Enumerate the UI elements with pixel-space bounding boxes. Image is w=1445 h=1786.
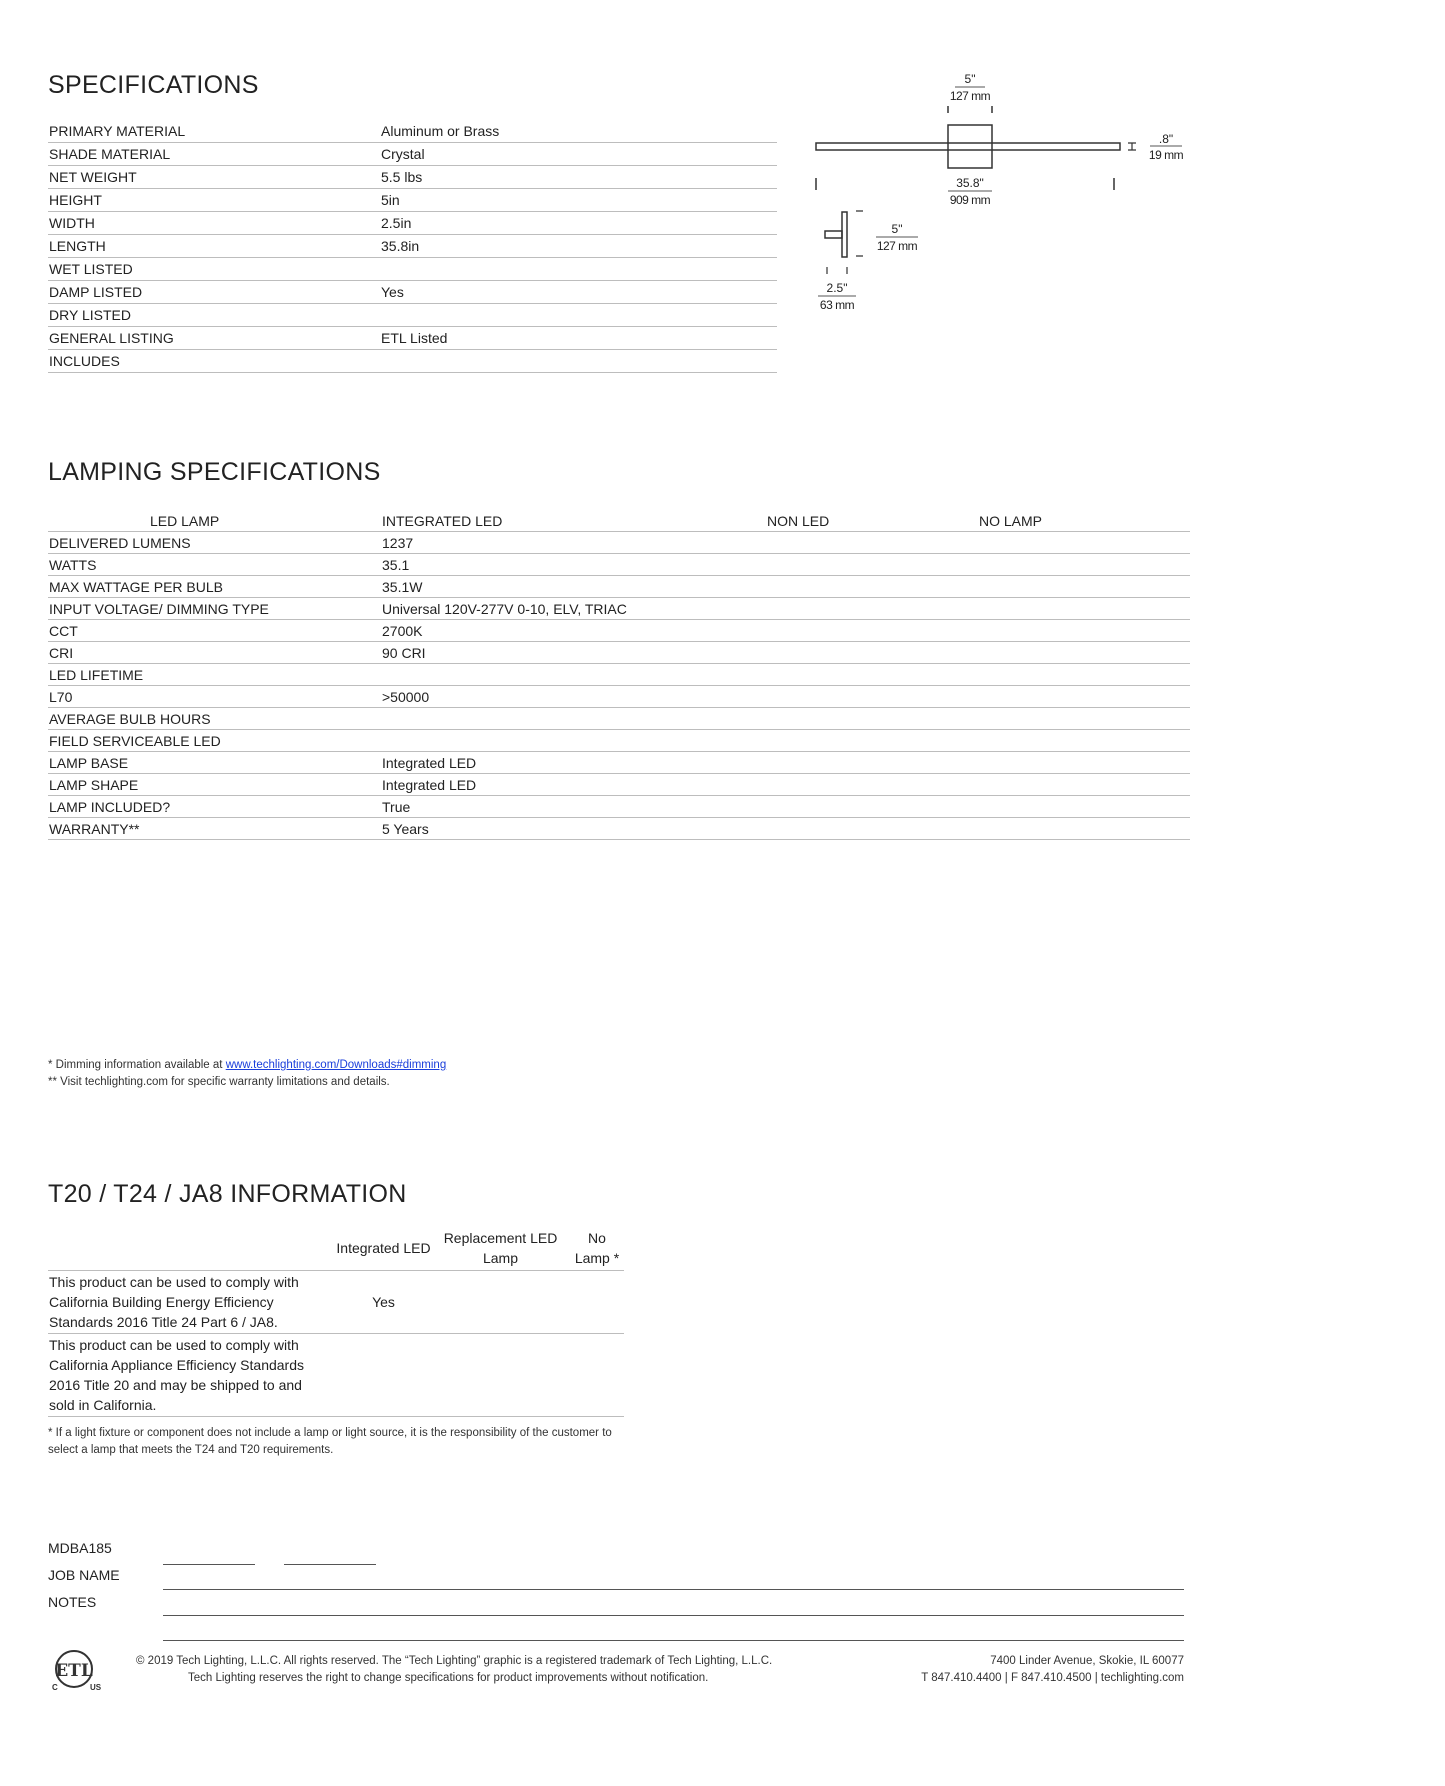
lamp-row xyxy=(48,708,1190,730)
lamp-no-lamp-value xyxy=(978,708,1190,730)
lamp-label: LAMP SHAPE xyxy=(48,774,381,796)
footer-address: 7400 Linder Avenue, Skokie, IL 60077 xyxy=(990,1655,1184,1667)
svg-text:C: C xyxy=(52,1683,58,1692)
length-in-label: 35.8" xyxy=(956,176,984,190)
top-width-in-label: 5" xyxy=(964,72,976,86)
spec-label: LENGTH xyxy=(48,235,380,258)
lamp-no-lamp-value xyxy=(978,730,1190,752)
depth-mm-label: 63 mm xyxy=(819,298,855,312)
spec-label: PRIMARY MATERIAL xyxy=(48,120,380,143)
specifications-table xyxy=(48,120,777,373)
header-no-lamp: NO LAMP xyxy=(978,508,1190,532)
model-field-1[interactable] xyxy=(163,1564,255,1565)
footer-contact: T 847.410.4400 | F 847.410.4500 | techlighting.com xyxy=(921,1672,1184,1684)
t20-header-row xyxy=(48,1228,624,1271)
spec-label: INCLUDES xyxy=(48,350,380,373)
lamp-non-led-value xyxy=(766,730,978,752)
lamp-no-lamp-value xyxy=(978,752,1190,774)
header-replacement: Replacement LED Lamp xyxy=(431,1228,569,1271)
lamp-integrated-value: Integrated LED xyxy=(381,752,766,774)
lamp-label: WARRANTY** xyxy=(48,818,381,840)
footer-copyright: © 2019 Tech Lighting, L.L.C. All rights reserved. The “Tech Lighting” graphic is a registered trademark of Tech Lighting, L.L.C. xyxy=(136,1655,773,1667)
lamping-header-row xyxy=(48,508,1190,532)
lamp-non-led-value xyxy=(766,554,978,576)
spec-row xyxy=(48,166,777,189)
lamp-integrated-value: Universal 120V-277V 0-10, ELV, TRIAC xyxy=(381,598,766,620)
t20-no-lamp-value xyxy=(569,1334,624,1417)
spec-row xyxy=(48,350,777,373)
lamp-row xyxy=(48,532,1190,554)
lamp-no-lamp-value xyxy=(978,598,1190,620)
t20-row xyxy=(48,1334,624,1417)
lamp-label: CRI xyxy=(48,642,381,664)
spec-value xyxy=(380,350,777,373)
lamp-row xyxy=(48,818,1190,840)
height-in-label: .8" xyxy=(1158,132,1174,146)
lamp-integrated-value xyxy=(381,730,766,752)
lamp-row xyxy=(48,796,1190,818)
spec-row xyxy=(48,189,777,212)
lamp-non-led-value xyxy=(766,532,978,554)
header-integrated-led: INTEGRATED LED xyxy=(381,508,766,532)
t20-integrated-value: Yes xyxy=(335,1271,431,1334)
lamp-row xyxy=(48,642,1190,664)
dimming-note xyxy=(48,1057,446,1074)
dimming-link[interactable]: www.techlighting.com/Downloads#dimming xyxy=(225,1059,447,1071)
spec-label: WIDTH xyxy=(48,212,380,235)
lamp-non-led-value xyxy=(766,576,978,598)
length-mm-label: 909 mm xyxy=(949,193,991,207)
spec-value: Aluminum or Brass xyxy=(380,120,777,143)
spec-label: WET LISTED xyxy=(48,258,380,281)
spec-row xyxy=(48,143,777,166)
lamp-non-led-value xyxy=(766,752,978,774)
header-led-lamp: LED LAMP xyxy=(48,508,381,532)
lamp-integrated-value: 1237 xyxy=(381,532,766,554)
lamp-label: LED LIFETIME xyxy=(48,664,381,686)
dimming-note-text: * Dimming information available at xyxy=(48,1059,226,1071)
lamp-label: LAMP INCLUDED? xyxy=(48,796,381,818)
spec-row xyxy=(48,281,777,304)
lamp-label: LAMP BASE xyxy=(48,752,381,774)
dimension-diagram xyxy=(800,68,1200,318)
spec-value: Yes xyxy=(380,281,777,304)
notes-label: NOTES xyxy=(48,1594,97,1610)
lamp-no-lamp-value xyxy=(978,796,1190,818)
header-integrated: Integrated LED xyxy=(335,1228,431,1271)
lamping-table xyxy=(48,508,1190,840)
t20-replacement-value xyxy=(431,1334,569,1417)
spec-value: ETL Listed xyxy=(380,327,777,350)
t20-integrated-value xyxy=(335,1334,431,1417)
lamp-row xyxy=(48,730,1190,752)
spec-label: NET WEIGHT xyxy=(48,166,380,189)
lamp-no-lamp-value xyxy=(978,686,1190,708)
notes-field-2[interactable] xyxy=(163,1640,1184,1641)
spec-row xyxy=(48,304,777,327)
lamp-row xyxy=(48,664,1190,686)
lamp-label: AVERAGE BULB HOURS xyxy=(48,708,381,730)
lamp-no-lamp-value xyxy=(978,774,1190,796)
side-height-in-label: 5" xyxy=(891,222,903,236)
spec-label: SHADE MATERIAL xyxy=(48,143,380,166)
header-no-lamp: No Lamp * xyxy=(569,1228,624,1271)
lamp-label: DELIVERED LUMENS xyxy=(48,532,381,554)
spec-value xyxy=(380,304,777,327)
lamp-integrated-value: >50000 xyxy=(381,686,766,708)
job-name-label: JOB NAME xyxy=(48,1567,120,1583)
etl-logo-text: ETL xyxy=(55,1661,93,1681)
spec-value xyxy=(380,258,777,281)
t20-row-text: This product can be used to comply with California Building Energy Efficiency Standards 2016 Title 24 Part 6 / JA8. xyxy=(48,1271,335,1334)
lamp-integrated-value: 90 CRI xyxy=(381,642,766,664)
lamp-integrated-value: 2700K xyxy=(381,620,766,642)
lamp-no-lamp-value xyxy=(978,642,1190,664)
model-field-2[interactable] xyxy=(284,1564,376,1565)
job-name-field[interactable] xyxy=(163,1589,1184,1590)
spec-value: 35.8in xyxy=(380,235,777,258)
lamp-integrated-value: Integrated LED xyxy=(381,774,766,796)
lamp-row xyxy=(48,752,1190,774)
lamp-no-lamp-value xyxy=(978,554,1190,576)
lamp-non-led-value xyxy=(766,774,978,796)
lamp-non-led-value xyxy=(766,796,978,818)
lamp-non-led-value xyxy=(766,620,978,642)
spec-value: 5.5 lbs xyxy=(380,166,777,189)
lamp-no-lamp-value xyxy=(978,532,1190,554)
notes-field-1[interactable] xyxy=(163,1615,1184,1616)
specifications-title: SPECIFICATIONS xyxy=(48,71,259,99)
lamp-non-led-value xyxy=(766,642,978,664)
lamp-label: L70 xyxy=(48,686,381,708)
lamp-no-lamp-value xyxy=(978,576,1190,598)
t20-note: * If a light fixture or component does not include a lamp or light source, it is the responsibility of the customer to select a lamp that meets the T24 and T20 requirements. xyxy=(48,1427,612,1456)
spec-label: GENERAL LISTING xyxy=(48,327,380,350)
spec-row xyxy=(48,120,777,143)
lamp-no-lamp-value xyxy=(978,818,1190,840)
spec-row xyxy=(48,258,777,281)
lamp-non-led-value xyxy=(766,686,978,708)
spec-label: HEIGHT xyxy=(48,189,380,212)
spec-row xyxy=(48,327,777,350)
lamp-no-lamp-value xyxy=(978,664,1190,686)
side-height-mm-label: 127 mm xyxy=(876,239,918,253)
lamp-integrated-value: 35.1 xyxy=(381,554,766,576)
lamp-label: CCT xyxy=(48,620,381,642)
t20-replacement-value xyxy=(431,1271,569,1334)
spec-label: DAMP LISTED xyxy=(48,281,380,304)
lamp-non-led-value xyxy=(766,664,978,686)
lamp-label: WATTS xyxy=(48,554,381,576)
warranty-note: ** Visit techlighting.com for specific warranty limitations and details. xyxy=(48,1076,390,1088)
footer-disclaimer: Tech Lighting reserves the right to change specifications for product improvements without notification. xyxy=(188,1672,709,1684)
svg-text:US: US xyxy=(90,1683,102,1692)
model-label: MDBA185 xyxy=(48,1540,112,1556)
lamp-integrated-value: 35.1W xyxy=(381,576,766,598)
lamp-label: MAX WATTAGE PER BULB xyxy=(48,576,381,598)
lamp-non-led-value xyxy=(766,818,978,840)
spec-value: Crystal xyxy=(380,143,777,166)
t20-title: T20 / T24 / JA8 INFORMATION xyxy=(48,1180,407,1208)
lamping-title: LAMPING SPECIFICATIONS xyxy=(48,458,381,486)
lamp-row xyxy=(48,598,1190,620)
depth-in-label: 2.5" xyxy=(826,281,848,295)
top-width-mm-label: 127 mm xyxy=(949,89,991,103)
lamp-integrated-value xyxy=(381,664,766,686)
lamp-label: FIELD SERVICEABLE LED xyxy=(48,730,381,752)
t20-row xyxy=(48,1271,624,1334)
header-non-led: NON LED xyxy=(766,508,978,532)
spec-row xyxy=(48,235,777,258)
spec-row xyxy=(48,212,777,235)
lamp-label: INPUT VOLTAGE/ DIMMING TYPE xyxy=(48,598,381,620)
t20-no-lamp-value xyxy=(569,1271,624,1334)
spec-value: 2.5in xyxy=(380,212,777,235)
lamp-row xyxy=(48,686,1190,708)
lamp-no-lamp-value xyxy=(978,620,1190,642)
lamp-integrated-value: True xyxy=(381,796,766,818)
lamp-non-led-value xyxy=(766,598,978,620)
lamp-row xyxy=(48,774,1190,796)
lamp-integrated-value xyxy=(381,708,766,730)
height-mm-label: 19 mm xyxy=(1148,148,1184,162)
lamp-non-led-value xyxy=(766,708,978,730)
lamp-integrated-value: 5 Years xyxy=(381,818,766,840)
t20-row-text: This product can be used to comply with California Appliance Efficiency Standards 2016 Title 20 and may be shipped to and sold in California. xyxy=(48,1334,335,1417)
spec-value: 5in xyxy=(380,189,777,212)
lamp-row xyxy=(48,620,1190,642)
etl-logo-icon xyxy=(48,1646,102,1692)
t20-table xyxy=(48,1228,624,1417)
spec-label: DRY LISTED xyxy=(48,304,380,327)
lamp-row xyxy=(48,576,1190,598)
lamp-row xyxy=(48,554,1190,576)
